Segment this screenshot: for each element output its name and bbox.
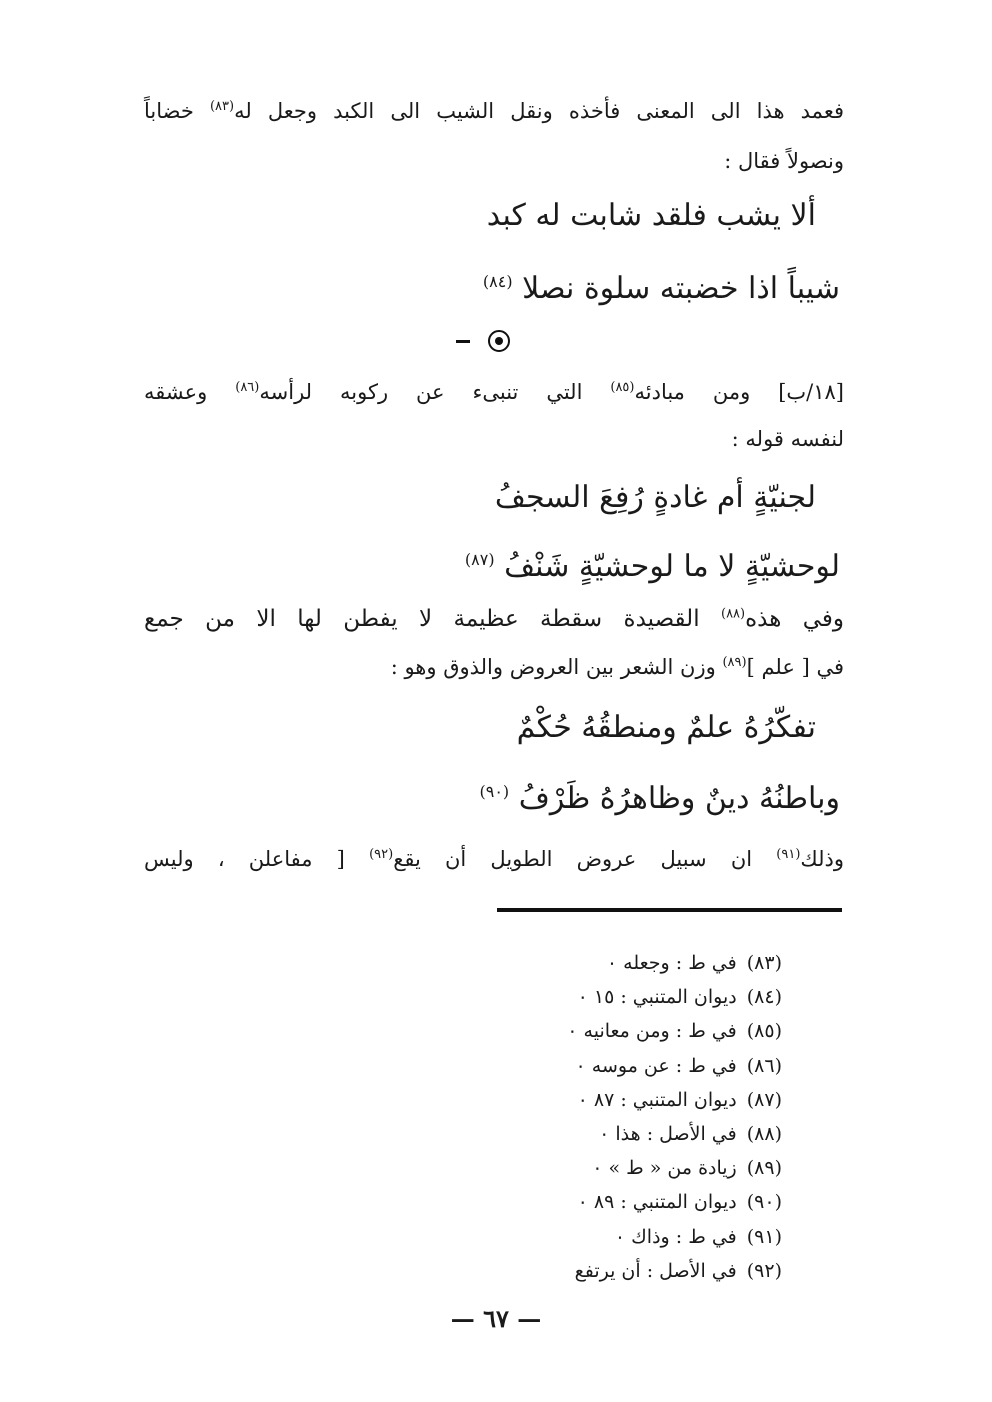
separator-bullet-icon [488,330,510,352]
body-line-2: ونصولاً فقال : [724,149,844,173]
footnote-item: (٩٢)في الأصل : أن يرتفع [574,1259,782,1282]
verse-1-hemistich-1: ألا يشب فلقد شابت له كبد [486,198,816,233]
footnote-item: (٨٤)ديوان المتنبي : ١٥ ٠ [577,986,782,1009]
verse-3-hemistich-1: تفكّرُهُ علمٌ ومنطقُهُ حُكْمٌ [516,710,816,745]
footnote-item: (٨٧)ديوان المتنبي : ٨٧ ٠ [577,1088,782,1111]
footnote-ref: (٩١) [776,847,801,862]
footnote-ref: (٨٣) [209,99,235,114]
verse-ref: (٨٧) [464,550,495,569]
footnote-item: (٩١)في ط : وذاك ٠ [614,1225,782,1248]
footnote-ref: (٨٥) [610,380,635,395]
verse-ref: (٩٠) [479,782,510,801]
separator-dash [456,340,470,343]
footnote-ref: (٨٨) [720,606,746,622]
verse-2-hemistich-1: لجنيّةٍ أم غادةٍ رُفِعَ السجفُ [494,480,816,515]
verse-ref: (٨٤) [482,272,513,291]
footnote-divider [497,908,842,912]
footnote-ref: (٨٩) [722,655,747,670]
verse-1-hemistich-2: شيباً اذا خضبته سلوة نصلا $^{(٨٤)}$ [482,271,840,306]
verse-2-hemistich-2: لوحشيّةٍ لا ما لوحشيّةٍ شَنْفُ $^{(٨٧)}$ [464,549,840,584]
page-number: — ٦٧ — [450,1304,542,1333]
body-line-5: وفي هذه$^{(٨٨)}$ القصيدة سقطة عظيمة لا يفطن لها الا من جمع [144,606,845,632]
body-line-6: في [ علم ]$^{(٨٩)}$ وزن الشعر بين العروض والذوق وهو : [390,655,844,679]
footnotes-list [567,946,782,1288]
body-line-7: وذلك$^{(٩١)}$ ان سبيل عروض الطويل أن يقع$^{(٩٢)}$ [ مفاعلن ، وليس [144,847,844,871]
footnote-item: (٨٥)في ط : ومن معانيه ٠ [567,1020,782,1043]
body-line-3: [١٨/ب] ومن مبادئه$^{(٨٥)}$ التي تنبىء عن ركوبه لرأسه$^{(٨٦)}$ وعشقه [144,380,844,404]
footnote-ref: (٩٢) [369,847,394,862]
footnote-ref: (٨٦) [235,380,260,395]
footnote-item: (٨٦)في ط : عن موسه ٠ [575,1054,782,1077]
footnote-item: (٨٨)في الأصل : هذا ٠ [599,1123,782,1146]
body-line-4: لنفسه قوله : [731,427,844,451]
footnote-item: (٩٠)ديوان المتنبي : ٨٩ ٠ [577,1191,782,1214]
footnote-item: (٨٣)في ط : وجعله ٠ [606,952,782,974]
footnote-item: (٨٩)زيادة من « ط » ٠ [592,1157,782,1180]
verse-3-hemistich-2: وباطنُهُ دينٌ وظاهرُهُ ظَرْفُ $^{(٩٠)}$ [479,781,840,816]
body-line-1: فعمد هذا الى المعنى فأخذه ونقل الشيب الى الكبد وجعل له$^{(٨٣)}$ خضاباً [144,99,844,123]
